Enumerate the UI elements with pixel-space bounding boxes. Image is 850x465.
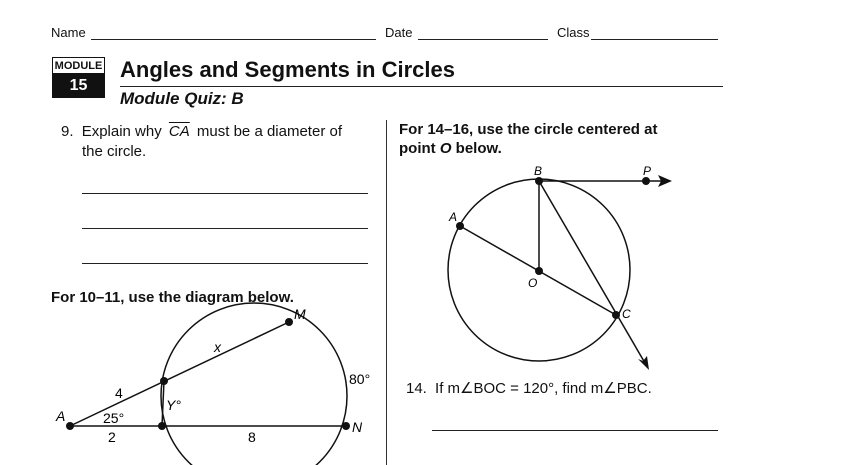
question-9-text-before: Explain why (81, 123, 162, 140)
point-C (612, 311, 620, 319)
instruction-10-11: For 10–11, use the diagram below. (51, 289, 294, 306)
label-A-left: A (56, 408, 66, 424)
label-arc-80: 80° (349, 371, 371, 387)
module-number: 15 (52, 74, 105, 98)
point-intersect-lower (158, 422, 166, 430)
module-badge-label: MODULE (52, 57, 105, 74)
page-subtitle: Module Quiz: B (120, 89, 244, 108)
page-title: Angles and Segments in Circles (120, 57, 455, 82)
ray-BC (539, 181, 645, 363)
question-9-number: 9. (61, 123, 74, 140)
label-8: 8 (248, 429, 256, 445)
class-label: Class (557, 25, 590, 40)
point-intersect-upper (160, 377, 168, 385)
question-9-segment: $\overline{CA}$ (168, 123, 190, 140)
label-2: 2 (108, 429, 116, 445)
label-M: M (294, 306, 306, 322)
label-4: 4 (115, 385, 123, 401)
label-C: C (622, 307, 631, 321)
label-N: N (352, 419, 363, 435)
point-P (642, 177, 650, 185)
label-B: B (534, 164, 543, 178)
label-P: P (643, 164, 652, 178)
question-14-number: 14. (406, 380, 427, 397)
ray-BC-arrow (638, 356, 649, 370)
instruction-14-16-point: O (439, 140, 452, 157)
instruction-14-16-prefix: point (399, 140, 436, 157)
point-B (535, 177, 543, 185)
name-label: Name (51, 25, 86, 40)
question-14-text: If m∠BOC = 120°, find m∠PBC. (435, 380, 652, 397)
label-Y: Y° (166, 397, 181, 413)
diagram-14-16 (448, 164, 672, 370)
date-label: Date (385, 25, 413, 40)
point-N (342, 422, 350, 430)
point-A (66, 422, 74, 430)
label-25: 25° (103, 410, 125, 426)
question-9-line2: the circle. (82, 143, 147, 160)
point-O (535, 267, 543, 275)
label-x: x (214, 339, 221, 355)
label-A-right: A (449, 210, 458, 224)
point-M (285, 318, 293, 326)
question-9-text-after: must be a diameter of (196, 123, 342, 140)
instruction-14-16-suffix: below. (455, 140, 502, 157)
point-A-right (456, 222, 464, 230)
instruction-14-16-line1: For 14–16, use the circle centered at (399, 121, 658, 138)
label-O: O (528, 276, 538, 290)
